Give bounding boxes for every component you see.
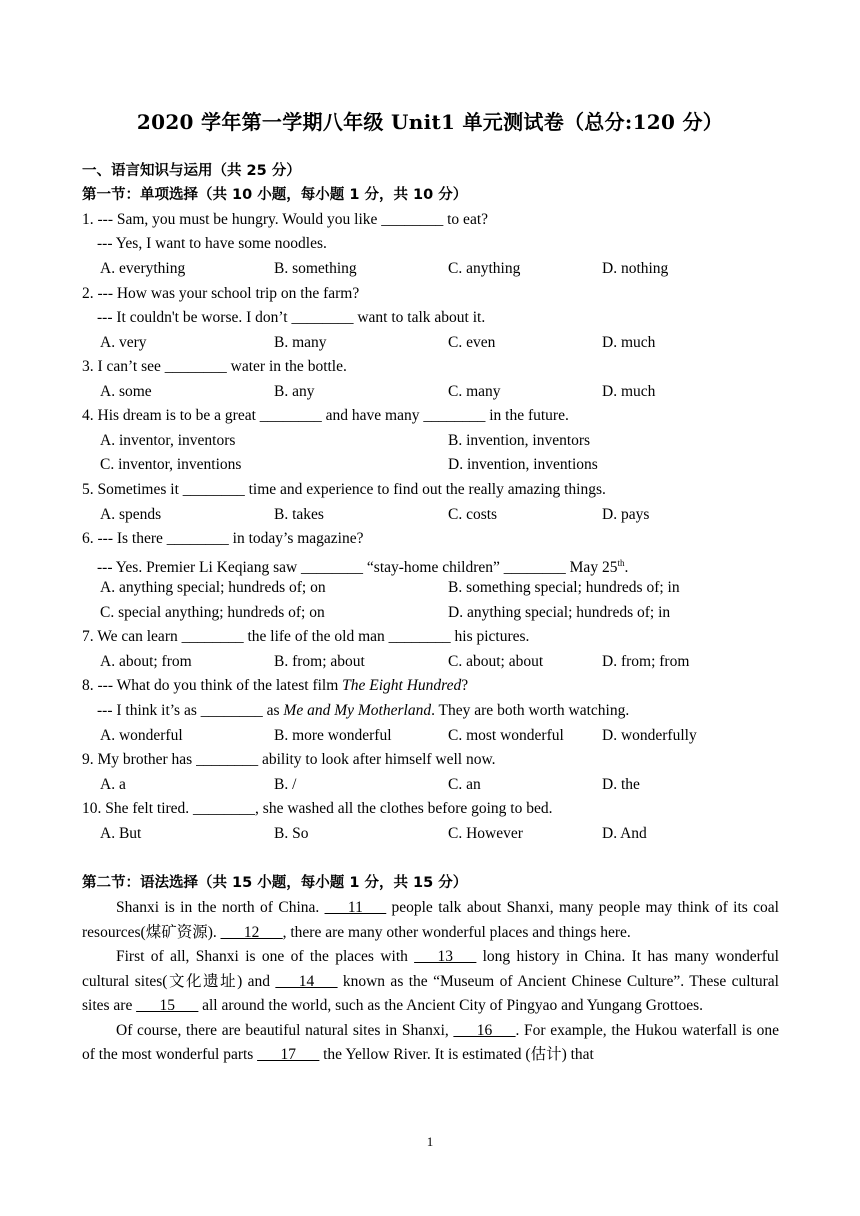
- option-d: D. pays: [602, 506, 650, 523]
- option-d: D. anything special; hundreds of; in: [448, 604, 671, 621]
- film-title: Me and My Motherland: [283, 702, 432, 719]
- option-d: D. wonderfully: [602, 727, 697, 744]
- question-2-reply: --- It couldn't be worse. I don’t ________ want to talk about it.: [97, 309, 486, 326]
- blank-16: ___16___: [453, 1021, 516, 1039]
- option-a: A. anything special; hundreds of; on: [100, 579, 326, 596]
- question-9: 9. My brother has ________ ability to look after himself well now.: [82, 751, 496, 768]
- question-5: 5. Sometimes it ________ time and experience to find out the really amazing things.: [82, 481, 606, 498]
- option-b: B. many: [274, 334, 327, 351]
- question-7: 7. We can learn ________ the life of the old man ________ his pictures.: [82, 628, 530, 645]
- option-c: C. an: [448, 776, 481, 793]
- option-d: D. nothing: [602, 260, 669, 277]
- option-d: D. And: [602, 825, 647, 842]
- question-4: 4. His dream is to be a great ________ and have many ________ in the future.: [82, 407, 569, 424]
- section1-heading: 第一节：单项选择（共 10 小题，每小题 1 分，共 10 分）: [82, 187, 468, 203]
- section2-heading: 第二节：语法选择（共 15 小题，每小题 1 分，共 15 分）: [82, 875, 468, 891]
- option-b: B. takes: [274, 506, 324, 523]
- option-a: A. But: [100, 825, 142, 842]
- question-8-end: ?: [461, 677, 469, 694]
- option-c: C. special anything; hundreds of; on: [100, 604, 325, 621]
- option-c: C. many: [448, 383, 501, 400]
- question-1-reply: --- Yes, I want to have some noodles.: [97, 235, 327, 252]
- option-a: A. some: [100, 383, 152, 400]
- passage-text: Shanxi is in the north of China.: [116, 899, 325, 916]
- option-b: B. invention, inventors: [448, 432, 591, 449]
- passage-text: First of all, Shanxi is one of the places with: [116, 948, 415, 965]
- passage-text: . For example, the Hukou waterfall is one of the most wonderful parts: [82, 1021, 780, 1063]
- option-c: C. inventor, inventions: [100, 456, 242, 473]
- part-heading: 一、语言知识与运用（共 25 分）: [82, 163, 301, 179]
- blank-17: ___17___: [257, 1046, 320, 1063]
- passage-text: people talk about Shanxi, many people may think of its coal resources(煤矿资源).: [82, 899, 779, 941]
- passage-text: known as the “Museum of Ancient Chinese Culture”. These cultural sites are: [82, 972, 779, 1014]
- option-c: C. about; about: [448, 653, 544, 670]
- option-c: C. most wonderful: [448, 727, 564, 744]
- question-6-reply-text: --- Yes. Premier Li Keqiang saw ________ “stay-home children” ________ May 25: [97, 559, 618, 577]
- option-b: B. any: [274, 383, 315, 400]
- option-d: D. invention, inventions: [448, 456, 598, 473]
- question-8: [82, 676, 468, 696]
- option-b: B. So: [274, 825, 309, 842]
- option-d: D. much: [602, 334, 656, 351]
- option-b: B. something special; hundreds of; in: [448, 579, 680, 596]
- blank-15: ___15___: [136, 997, 199, 1014]
- passage-text: the Yellow River. It is estimated (估计) that: [319, 1046, 594, 1063]
- option-a: A. a: [100, 776, 126, 793]
- option-a: A. spends: [100, 506, 162, 523]
- option-c: C. anything: [448, 260, 521, 277]
- option-a: A. inventor, inventors: [100, 432, 236, 449]
- ordinal-suffix: th: [617, 558, 625, 568]
- paragraph-1: [82, 896, 779, 945]
- passage-text: long history in China. It has many wonderful cultural sites(文化遗址) and: [82, 948, 779, 990]
- option-a: A. everything: [100, 260, 186, 277]
- question-6-reply: [97, 553, 628, 578]
- page-number: 1: [426, 1134, 434, 1149]
- question-8-reply: [97, 701, 629, 721]
- question-8-reply-end: . They are both worth watching.: [431, 702, 630, 719]
- option-a: A. very: [100, 334, 147, 351]
- page-title: 2020 学年第一学期八年级 Unit1 单元测试卷（总分:120 分）: [136, 110, 724, 134]
- question-10: 10. She felt tired. ________, she washed all the clothes before going to bed.: [82, 800, 553, 817]
- question-8-reply-text: --- I think it’s as ________ as: [97, 702, 284, 719]
- passage-text: , there are many other wonderful places and things here.: [282, 923, 631, 941]
- reading-passage: [82, 896, 779, 1068]
- passage-text: all around the world, such as the Ancient City of Pingyao and Yungang Grottoes.: [198, 997, 704, 1014]
- option-b: B. something: [274, 260, 357, 277]
- option-a: A. about; from: [100, 653, 192, 670]
- paragraph-3: [82, 1019, 779, 1068]
- question-6: 6. --- Is there ________ in today’s magazine?: [82, 530, 364, 547]
- question-3: 3. I can’t see ________ water in the bottle.: [82, 358, 347, 375]
- passage-text: Of course, there are beautiful natural sites in Shanxi,: [116, 1021, 454, 1039]
- blank-14: ___14___: [275, 972, 338, 990]
- blank-12: ___12___: [220, 923, 283, 941]
- paragraph-2: [82, 945, 779, 1019]
- film-title: The Eight Hundred: [342, 677, 462, 694]
- option-d: D. the: [602, 776, 640, 793]
- option-d: D. much: [602, 383, 656, 400]
- option-b: B. more wonderful: [274, 727, 392, 744]
- option-b: B. /: [274, 776, 297, 793]
- option-a: A. wonderful: [100, 727, 183, 744]
- question-8-text: 8. --- What do you think of the latest film: [82, 677, 343, 694]
- option-b: B. from; about: [274, 653, 365, 670]
- option-d: D. from; from: [602, 653, 690, 670]
- option-c: C. even: [448, 334, 496, 351]
- blank-13: ___13___: [414, 948, 477, 965]
- blank-11: ___11___: [324, 899, 387, 916]
- option-c: C. costs: [448, 506, 498, 523]
- question-2: 2. --- How was your school trip on the farm?: [82, 285, 360, 302]
- option-c: C. However: [448, 825, 523, 842]
- question-6-reply-end: .: [624, 559, 629, 577]
- question-1: 1. --- Sam, you must be hungry. Would you like ________ to eat?: [82, 211, 489, 228]
